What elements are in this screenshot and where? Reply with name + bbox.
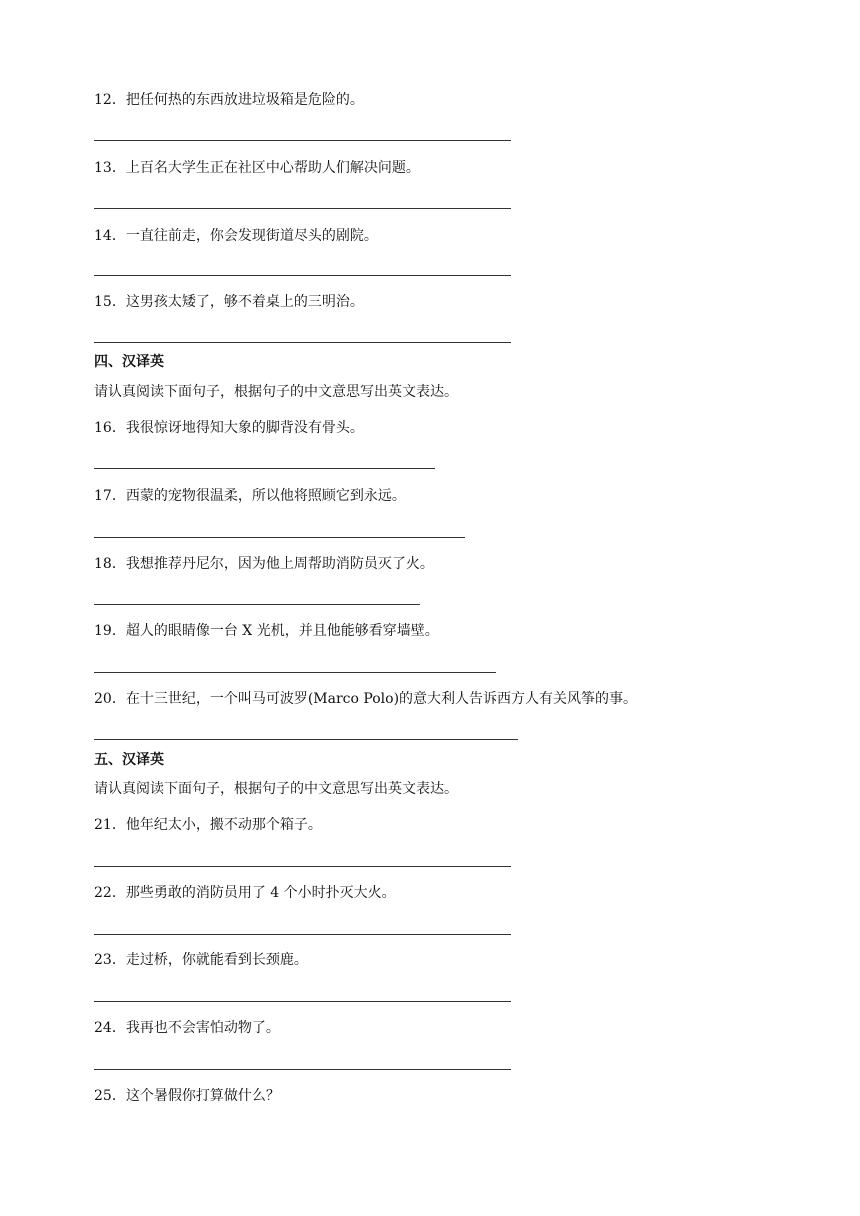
question-text: 在十三世纪，一个叫马可波罗(Marco Polo)的意大利人告诉西方人有关风筝的事。 bbox=[125, 691, 638, 707]
question-22 bbox=[94, 883, 396, 903]
question-number: 12． bbox=[94, 92, 126, 108]
answer-line-17[interactable] bbox=[94, 537, 465, 538]
question-number: 25． bbox=[94, 1088, 126, 1104]
question-text: 我很惊讶地得知大象的脚背没有骨头。 bbox=[125, 420, 364, 436]
question-number: 20． bbox=[94, 691, 126, 707]
section-4-heading: 四、汉译英 bbox=[94, 354, 164, 370]
question-number: 13． bbox=[94, 160, 126, 176]
question-text: 我想推荐丹尼尔，因为他上周帮助消防员灭了火。 bbox=[125, 556, 434, 572]
answer-line-21[interactable] bbox=[94, 866, 511, 867]
question-14 bbox=[94, 226, 378, 246]
question-text: 把任何热的东西放进垃圾箱是危险的。 bbox=[125, 92, 364, 108]
question-number: 17． bbox=[94, 488, 126, 504]
question-text: 我再也不会害怕动物了。 bbox=[125, 1020, 280, 1036]
question-text: 西蒙的宠物很温柔，所以他将照顾它到永远。 bbox=[125, 488, 406, 504]
answer-line-22[interactable] bbox=[94, 934, 511, 935]
question-number: 21． bbox=[94, 817, 126, 833]
answer-line-13[interactable] bbox=[94, 208, 511, 209]
answer-line-24[interactable] bbox=[94, 1069, 511, 1070]
question-16 bbox=[94, 418, 364, 438]
question-15 bbox=[94, 292, 364, 312]
answer-line-19[interactable] bbox=[94, 672, 496, 673]
question-text: 那些勇敢的消防员用了 4 个小时扑灭大火。 bbox=[125, 885, 396, 901]
question-text: 这个暑假你打算做什么？ bbox=[125, 1088, 280, 1104]
question-number: 23． bbox=[94, 952, 126, 968]
question-19 bbox=[94, 621, 439, 641]
question-text: 超人的眼睛像一台 X 光机，并且他能够看穿墙壁。 bbox=[125, 623, 439, 639]
question-13 bbox=[94, 158, 420, 178]
answer-line-16[interactable] bbox=[94, 468, 435, 469]
section-4-instruction: 请认真阅读下面句子，根据句子的中文意思写出英文表达。 bbox=[94, 384, 458, 400]
question-20 bbox=[94, 689, 637, 709]
question-text: 他年纪太小，搬不动那个箱子。 bbox=[125, 817, 322, 833]
question-23 bbox=[94, 950, 308, 970]
question-number: 24． bbox=[94, 1020, 126, 1036]
question-21 bbox=[94, 815, 322, 835]
answer-line-20[interactable] bbox=[94, 739, 518, 740]
question-12 bbox=[94, 90, 364, 110]
question-text: 上百名大学生正在社区中心帮助人们解决问题。 bbox=[125, 160, 420, 176]
answer-line-12[interactable] bbox=[94, 140, 511, 141]
answer-line-15[interactable] bbox=[94, 342, 511, 343]
answer-line-23[interactable] bbox=[94, 1001, 511, 1002]
question-17 bbox=[94, 486, 406, 506]
question-number: 22． bbox=[94, 885, 126, 901]
section-5-heading: 五、汉译英 bbox=[94, 752, 164, 768]
question-number: 19． bbox=[94, 623, 126, 639]
question-text: 走过桥，你就能看到长颈鹿。 bbox=[125, 952, 308, 968]
question-text: 这男孩太矮了，够不着桌上的三明治。 bbox=[125, 294, 364, 310]
question-number: 14． bbox=[94, 228, 126, 244]
question-number: 18． bbox=[94, 556, 126, 572]
question-number: 15． bbox=[94, 294, 126, 310]
question-18 bbox=[94, 554, 434, 574]
question-24 bbox=[94, 1018, 280, 1038]
answer-line-18[interactable] bbox=[94, 604, 420, 605]
question-25 bbox=[94, 1086, 280, 1106]
section-5-instruction: 请认真阅读下面句子，根据句子的中文意思写出英文表达。 bbox=[94, 781, 458, 797]
question-number: 16． bbox=[94, 420, 126, 436]
question-text: 一直往前走，你会发现街道尽头的剧院。 bbox=[125, 228, 378, 244]
answer-line-14[interactable] bbox=[94, 275, 511, 276]
